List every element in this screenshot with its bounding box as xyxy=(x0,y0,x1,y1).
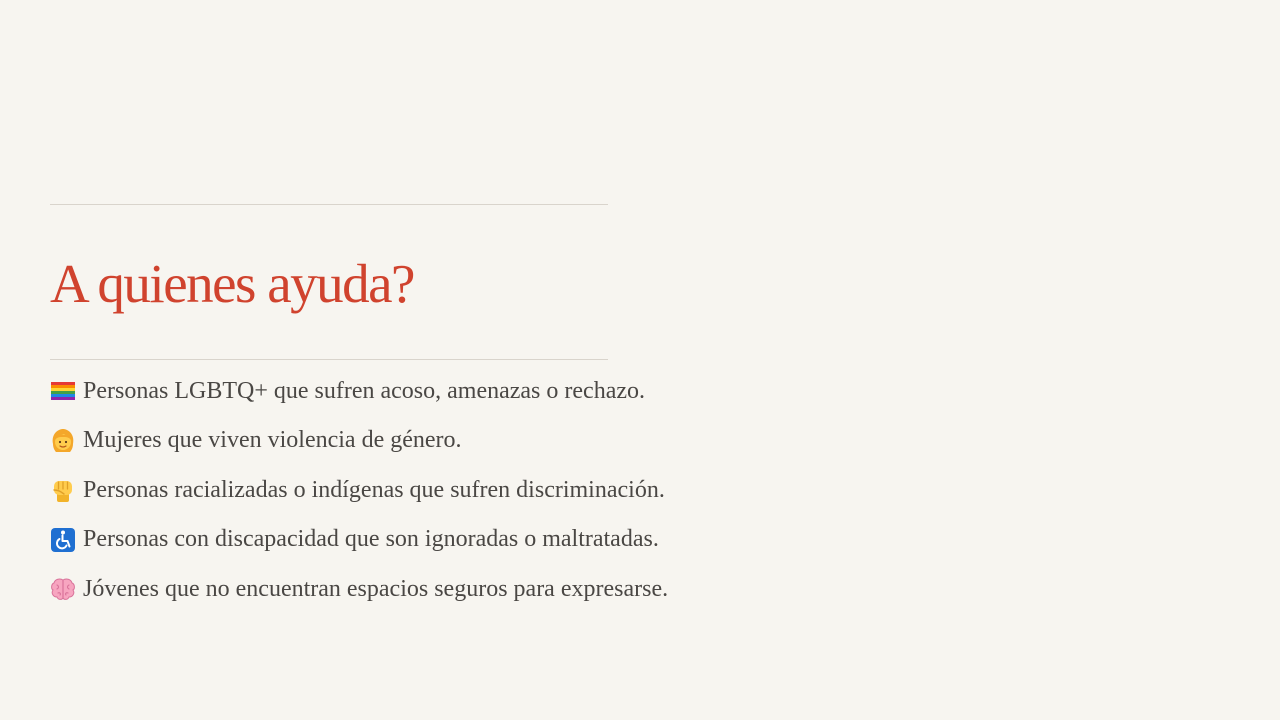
list-item-text: Personas con discapacidad que son ignoradas o maltratadas. xyxy=(83,526,659,552)
list-item-text: Mujeres que viven violencia de género. xyxy=(83,427,462,453)
list-item xyxy=(50,373,668,409)
wheelchair-symbol-icon xyxy=(50,527,76,553)
list-item xyxy=(50,472,668,508)
woman-face-icon xyxy=(50,428,76,454)
list-item xyxy=(50,522,668,558)
raised-fist-icon xyxy=(50,477,76,503)
slide-title: A quienes ayuda? xyxy=(50,253,414,314)
list-item xyxy=(50,423,668,459)
divider-bottom xyxy=(50,359,608,360)
list-item xyxy=(50,571,668,607)
list-item-text: Personas racializadas o indígenas que sufren discriminación. xyxy=(83,476,665,503)
bullet-list xyxy=(50,373,668,621)
list-item-text: Jóvenes que no encuentran espacios seguros para expresarse. xyxy=(83,575,669,602)
brain-icon xyxy=(50,576,76,602)
rainbow-flag-icon xyxy=(50,378,76,404)
divider-top xyxy=(50,204,608,205)
list-item-text: Personas LGBTQ+ que sufren acoso, amenazas o rechazo. xyxy=(83,377,645,404)
